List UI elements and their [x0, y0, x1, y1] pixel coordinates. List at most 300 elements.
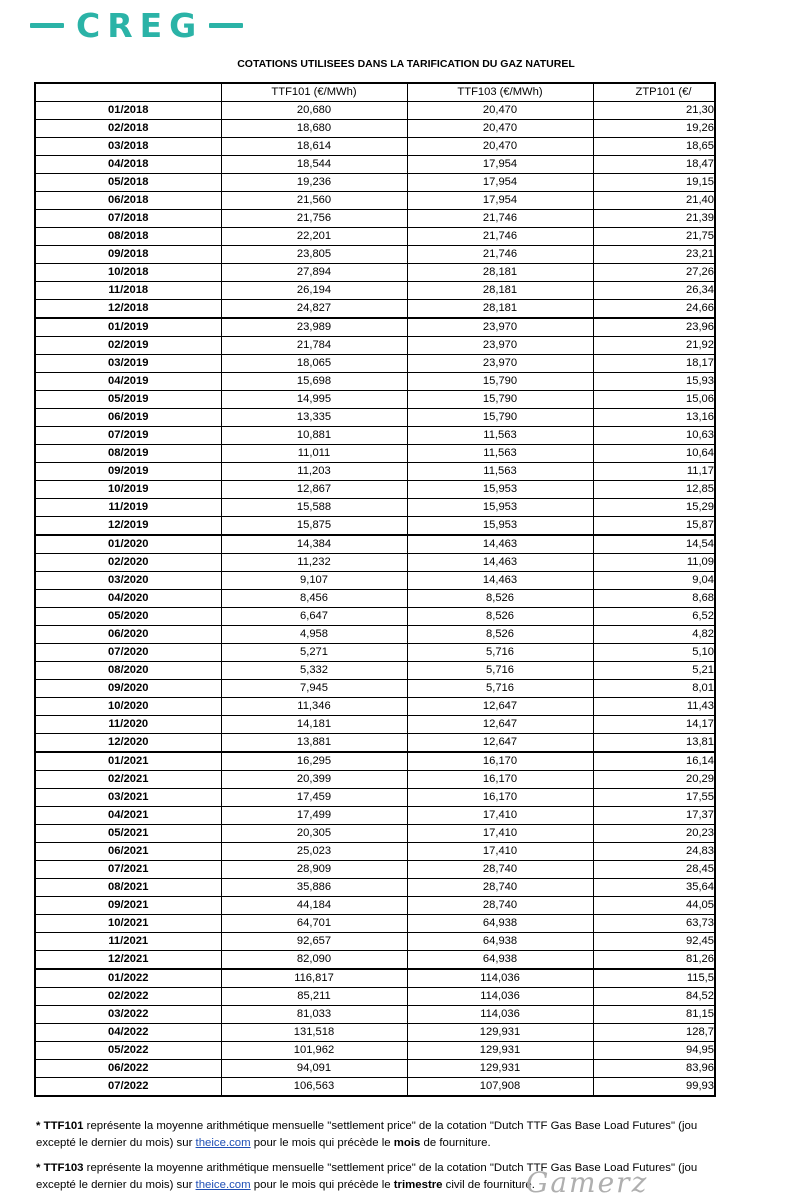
theice-link[interactable]: theice.com: [195, 1179, 251, 1191]
month-cell: 10/2018: [35, 264, 221, 282]
ttf101-cell: 35,886: [221, 879, 407, 897]
ztp101-cell: 8,01: [593, 680, 715, 698]
ttf101-cell: 8,456: [221, 590, 407, 608]
footnote-bold: mois: [393, 1137, 421, 1149]
ttf103-cell: 15,953: [407, 481, 593, 499]
header-ttf103: TTF103 (€/MWh): [407, 83, 593, 102]
ttf101-cell: 17,499: [221, 807, 407, 825]
table-row: [35, 427, 715, 445]
table-row: [35, 409, 715, 427]
month-cell: 09/2019: [35, 463, 221, 481]
month-cell: 02/2019: [35, 337, 221, 355]
table-row: [35, 228, 715, 246]
ttf103-cell: 64,938: [407, 951, 593, 970]
month-cell: 11/2020: [35, 716, 221, 734]
month-cell: 06/2018: [35, 192, 221, 210]
ztp101-cell: 15,93: [593, 373, 715, 391]
ttf101-cell: 20,305: [221, 825, 407, 843]
ttf103-cell: 20,470: [407, 120, 593, 138]
footnote-term: TTF103: [43, 1162, 84, 1174]
ztp101-cell: 18,65: [593, 138, 715, 156]
ttf103-cell: 17,954: [407, 192, 593, 210]
month-cell: 08/2019: [35, 445, 221, 463]
ztp101-cell: 81,26: [593, 951, 715, 970]
ztp101-cell: 35,64: [593, 879, 715, 897]
month-cell: 05/2022: [35, 1042, 221, 1060]
ztp101-cell: 5,21: [593, 662, 715, 680]
ztp101-cell: 9,04: [593, 572, 715, 590]
ttf103-cell: 129,931: [407, 1024, 593, 1042]
month-cell: 10/2020: [35, 698, 221, 716]
ztp101-cell: 8,68: [593, 590, 715, 608]
ttf101-cell: 21,756: [221, 210, 407, 228]
month-cell: 05/2018: [35, 174, 221, 192]
ttf103-cell: 28,740: [407, 879, 593, 897]
table-row: [35, 1078, 715, 1097]
table-row: [35, 843, 715, 861]
ttf101-cell: 26,194: [221, 282, 407, 300]
table-row: [35, 1060, 715, 1078]
month-cell: 08/2018: [35, 228, 221, 246]
ztp101-cell: 128,7: [593, 1024, 715, 1042]
table-row: [35, 355, 715, 373]
ttf101-cell: 20,399: [221, 771, 407, 789]
month-cell: 06/2022: [35, 1060, 221, 1078]
ttf101-cell: 14,384: [221, 535, 407, 554]
table-row: [35, 752, 715, 771]
ttf103-cell: 21,746: [407, 246, 593, 264]
month-cell: 10/2019: [35, 481, 221, 499]
ttf101-cell: 9,107: [221, 572, 407, 590]
ztp101-cell: 21,75: [593, 228, 715, 246]
ttf103-cell: 15,953: [407, 517, 593, 536]
table-row: [35, 1006, 715, 1024]
footnote-star: *: [36, 1162, 44, 1174]
ttf101-cell: 15,588: [221, 499, 407, 517]
ztp101-cell: 14,17: [593, 716, 715, 734]
ttf101-cell: 18,544: [221, 156, 407, 174]
table-row: [35, 572, 715, 590]
footnote-star: *: [36, 1120, 44, 1132]
ttf101-cell: 64,701: [221, 915, 407, 933]
month-cell: 04/2020: [35, 590, 221, 608]
ttf103-cell: 5,716: [407, 644, 593, 662]
ztp101-cell: 17,55: [593, 789, 715, 807]
ttf103-cell: 114,036: [407, 969, 593, 988]
ttf103-cell: 11,563: [407, 427, 593, 445]
ttf101-cell: 85,211: [221, 988, 407, 1006]
ttf101-cell: 19,236: [221, 174, 407, 192]
month-cell: 02/2018: [35, 120, 221, 138]
watermark: Gamerz: [526, 1166, 649, 1199]
ttf101-cell: 11,203: [221, 463, 407, 481]
table-row: [35, 644, 715, 662]
ttf101-cell: 11,346: [221, 698, 407, 716]
quotations-table: [34, 82, 716, 1097]
ztp101-cell: 12,85: [593, 481, 715, 499]
ztp101-cell: 15,06: [593, 391, 715, 409]
logo-wordmark: CREG: [76, 5, 204, 45]
header-ztp101: ZTP101 (€/: [593, 83, 715, 102]
month-cell: 07/2019: [35, 427, 221, 445]
table-row: [35, 554, 715, 572]
ztp101-cell: 14,54: [593, 535, 715, 554]
ttf103-cell: 20,470: [407, 138, 593, 156]
month-cell: 12/2021: [35, 951, 221, 970]
ttf101-cell: 21,560: [221, 192, 407, 210]
ztp101-cell: 83,96: [593, 1060, 715, 1078]
ttf103-cell: 14,463: [407, 572, 593, 590]
ttf103-cell: 17,954: [407, 174, 593, 192]
month-cell: 07/2021: [35, 861, 221, 879]
table-row: [35, 988, 715, 1006]
ttf101-cell: 18,680: [221, 120, 407, 138]
table-row: [35, 590, 715, 608]
ztp101-cell: 21,39: [593, 210, 715, 228]
ttf103-cell: 11,563: [407, 445, 593, 463]
ttf101-cell: 24,827: [221, 300, 407, 319]
ttf101-cell: 10,881: [221, 427, 407, 445]
month-cell: 04/2022: [35, 1024, 221, 1042]
table-row: [35, 879, 715, 897]
ttf103-cell: 12,647: [407, 716, 593, 734]
month-cell: 05/2021: [35, 825, 221, 843]
table-row: [35, 120, 715, 138]
ztp101-cell: 20,23: [593, 825, 715, 843]
footnote-text: pour le mois qui précède le: [250, 1137, 394, 1149]
table-row: [35, 698, 715, 716]
ttf101-cell: 20,680: [221, 102, 407, 120]
table-row: [35, 608, 715, 626]
logo-dash-left: [30, 23, 64, 28]
document-title: COTATIONS UTILISEES DANS LA TARIFICATION DU GAZ NATUREL: [237, 58, 575, 70]
ttf101-cell: 101,962: [221, 1042, 407, 1060]
ttf103-cell: 23,970: [407, 318, 593, 337]
month-cell: 06/2019: [35, 409, 221, 427]
month-cell: 03/2022: [35, 1006, 221, 1024]
ttf101-cell: 4,958: [221, 626, 407, 644]
header-month: [35, 83, 221, 102]
month-cell: 07/2020: [35, 644, 221, 662]
ttf103-cell: 28,181: [407, 282, 593, 300]
ttf103-cell: 15,953: [407, 499, 593, 517]
ttf103-cell: 64,938: [407, 933, 593, 951]
table-row: [35, 897, 715, 915]
ttf103-cell: 23,970: [407, 337, 593, 355]
table-row: [35, 210, 715, 228]
month-cell: 03/2021: [35, 789, 221, 807]
ztp101-cell: 6,52: [593, 608, 715, 626]
ttf101-cell: 44,184: [221, 897, 407, 915]
ttf103-cell: 21,746: [407, 210, 593, 228]
ztp101-cell: 13,16: [593, 409, 715, 427]
ztp101-cell: 81,15: [593, 1006, 715, 1024]
ttf103-cell: 5,716: [407, 680, 593, 698]
ttf101-cell: 6,647: [221, 608, 407, 626]
month-cell: 09/2018: [35, 246, 221, 264]
month-cell: 07/2018: [35, 210, 221, 228]
ttf103-cell: 28,181: [407, 300, 593, 319]
ttf101-cell: 15,875: [221, 517, 407, 536]
month-cell: 11/2021: [35, 933, 221, 951]
ztp101-cell: 11,43: [593, 698, 715, 716]
ttf101-cell: 5,332: [221, 662, 407, 680]
table-row: [35, 716, 715, 734]
ttf103-cell: 114,036: [407, 988, 593, 1006]
month-cell: 02/2022: [35, 988, 221, 1006]
month-cell: 11/2018: [35, 282, 221, 300]
ttf101-cell: 92,657: [221, 933, 407, 951]
ztp101-cell: 18,17: [593, 355, 715, 373]
month-cell: 02/2020: [35, 554, 221, 572]
ztp101-cell: 19,26: [593, 120, 715, 138]
ztp101-cell: 27,26: [593, 264, 715, 282]
ttf101-cell: 13,335: [221, 409, 407, 427]
month-cell: 09/2020: [35, 680, 221, 698]
ztp101-cell: 10,64: [593, 445, 715, 463]
ztp101-cell: 26,34: [593, 282, 715, 300]
ztp101-cell: 16,14: [593, 752, 715, 771]
ttf103-cell: 12,647: [407, 734, 593, 753]
table-row: [35, 825, 715, 843]
table-row: [35, 1042, 715, 1060]
ztp101-cell: 18,47: [593, 156, 715, 174]
month-cell: 02/2021: [35, 771, 221, 789]
month-cell: 11/2019: [35, 499, 221, 517]
header-ttf101: TTF101 (€/MWh): [221, 83, 407, 102]
ttf103-cell: 107,908: [407, 1078, 593, 1097]
ztp101-cell: 24,83: [593, 843, 715, 861]
creg-logo: [30, 6, 245, 44]
table-row: [35, 1024, 715, 1042]
table-row: [35, 156, 715, 174]
table-row: [35, 391, 715, 409]
footnote-ttf101: [36, 1118, 716, 1152]
ttf101-cell: 131,518: [221, 1024, 407, 1042]
table-row: [35, 318, 715, 337]
ttf101-cell: 27,894: [221, 264, 407, 282]
ttf103-cell: 11,563: [407, 463, 593, 481]
ttf101-cell: 18,065: [221, 355, 407, 373]
footnote-text: civil de fourniture.: [442, 1179, 535, 1191]
ttf103-cell: 14,463: [407, 535, 593, 554]
table-row: [35, 102, 715, 120]
ttf103-cell: 16,170: [407, 789, 593, 807]
table-row: [35, 951, 715, 970]
ttf101-cell: 13,881: [221, 734, 407, 753]
ttf101-cell: 14,995: [221, 391, 407, 409]
ttf103-cell: 16,170: [407, 752, 593, 771]
ztp101-cell: 4,82: [593, 626, 715, 644]
table-row: [35, 337, 715, 355]
table-row: [35, 915, 715, 933]
table-row: [35, 535, 715, 554]
month-cell: 08/2021: [35, 879, 221, 897]
month-cell: 12/2019: [35, 517, 221, 536]
table-body: [35, 102, 715, 1097]
footnote-text: pour le mois qui précède le: [250, 1179, 394, 1191]
month-cell: 04/2019: [35, 373, 221, 391]
ztp101-cell: 20,29: [593, 771, 715, 789]
table-row: [35, 481, 715, 499]
table-row: [35, 192, 715, 210]
footnote-text: représente la moyenne arithmétique mensuelle "settlement price" de la cotation "Dutch TTF Gas Base Load Futures" (jou: [83, 1120, 698, 1132]
ttf103-cell: 15,790: [407, 391, 593, 409]
table-header-row: [35, 83, 715, 102]
table-row: [35, 771, 715, 789]
ttf101-cell: 23,989: [221, 318, 407, 337]
ttf103-cell: 23,970: [407, 355, 593, 373]
footnote-bold: trimestre: [393, 1179, 443, 1191]
ttf101-cell: 23,805: [221, 246, 407, 264]
table-row: [35, 138, 715, 156]
month-cell: 08/2020: [35, 662, 221, 680]
ttf103-cell: 16,170: [407, 771, 593, 789]
ttf101-cell: 14,181: [221, 716, 407, 734]
table-row: [35, 517, 715, 536]
table-row: [35, 969, 715, 988]
footnote-text: représente la moyenne arithmétique mensuelle "settlement price" de la cotation "Dutch TTF Gas Base Load Futures" (jou: [83, 1162, 698, 1174]
month-cell: 10/2021: [35, 915, 221, 933]
table-row: [35, 734, 715, 753]
month-cell: 05/2020: [35, 608, 221, 626]
ttf103-cell: 21,746: [407, 228, 593, 246]
ttf101-cell: 7,945: [221, 680, 407, 698]
ztp101-cell: 115,5: [593, 969, 715, 988]
month-cell: 04/2018: [35, 156, 221, 174]
ttf101-cell: 18,614: [221, 138, 407, 156]
ztp101-cell: 21,92: [593, 337, 715, 355]
ttf103-cell: 14,463: [407, 554, 593, 572]
quotations-table-wrapper: [34, 82, 714, 1097]
ttf103-cell: 12,647: [407, 698, 593, 716]
month-cell: 12/2018: [35, 300, 221, 319]
table-row: [35, 861, 715, 879]
ttf101-cell: 17,459: [221, 789, 407, 807]
table-row: [35, 807, 715, 825]
ttf101-cell: 94,091: [221, 1060, 407, 1078]
ztp101-cell: 10,63: [593, 427, 715, 445]
ttf103-cell: 15,790: [407, 373, 593, 391]
ttf103-cell: 17,954: [407, 156, 593, 174]
month-cell: 03/2018: [35, 138, 221, 156]
ttf101-cell: 22,201: [221, 228, 407, 246]
ztp101-cell: 44,05: [593, 897, 715, 915]
table-row: [35, 174, 715, 192]
ttf101-cell: 116,817: [221, 969, 407, 988]
ztp101-cell: 11,17: [593, 463, 715, 481]
month-cell: 09/2021: [35, 897, 221, 915]
ttf101-cell: 12,867: [221, 481, 407, 499]
ttf101-cell: 82,090: [221, 951, 407, 970]
table-row: [35, 246, 715, 264]
ttf101-cell: 11,011: [221, 445, 407, 463]
table-row: [35, 933, 715, 951]
theice-link[interactable]: theice.com: [195, 1137, 251, 1149]
ttf101-cell: 106,563: [221, 1078, 407, 1097]
month-cell: 03/2019: [35, 355, 221, 373]
ztp101-cell: 23,96: [593, 318, 715, 337]
ttf103-cell: 8,526: [407, 626, 593, 644]
ztp101-cell: 24,66: [593, 300, 715, 319]
table-row: [35, 626, 715, 644]
month-cell: 03/2020: [35, 572, 221, 590]
ztp101-cell: 19,15: [593, 174, 715, 192]
ztp101-cell: 13,81: [593, 734, 715, 753]
ztp101-cell: 63,73: [593, 915, 715, 933]
ztp101-cell: 15,29: [593, 499, 715, 517]
ttf103-cell: 20,470: [407, 102, 593, 120]
month-cell: 01/2018: [35, 102, 221, 120]
ttf103-cell: 129,931: [407, 1042, 593, 1060]
ttf101-cell: 5,271: [221, 644, 407, 662]
ttf103-cell: 5,716: [407, 662, 593, 680]
ttf101-cell: 16,295: [221, 752, 407, 771]
table-row: [35, 445, 715, 463]
ttf103-cell: 17,410: [407, 825, 593, 843]
ztp101-cell: 15,87: [593, 517, 715, 536]
ztp101-cell: 11,09: [593, 554, 715, 572]
table-row: [35, 282, 715, 300]
ttf103-cell: 28,740: [407, 861, 593, 879]
table-row: [35, 300, 715, 319]
ttf101-cell: 28,909: [221, 861, 407, 879]
footnote-text: excepté le dernier du mois) sur: [36, 1137, 196, 1149]
logo-dash-right: [209, 23, 243, 28]
table-row: [35, 662, 715, 680]
ztp101-cell: 23,21: [593, 246, 715, 264]
month-cell: 06/2020: [35, 626, 221, 644]
ttf103-cell: 129,931: [407, 1060, 593, 1078]
ztp101-cell: 21,30: [593, 102, 715, 120]
ztp101-cell: 21,40: [593, 192, 715, 210]
ttf103-cell: 28,740: [407, 897, 593, 915]
month-cell: 01/2021: [35, 752, 221, 771]
table-row: [35, 789, 715, 807]
ttf101-cell: 25,023: [221, 843, 407, 861]
ztp101-cell: 17,37: [593, 807, 715, 825]
ztp101-cell: 94,95: [593, 1042, 715, 1060]
month-cell: 01/2020: [35, 535, 221, 554]
ttf103-cell: 15,790: [407, 409, 593, 427]
table-row: [35, 463, 715, 481]
ztp101-cell: 28,45: [593, 861, 715, 879]
month-cell: 04/2021: [35, 807, 221, 825]
month-cell: 01/2022: [35, 969, 221, 988]
month-cell: 01/2019: [35, 318, 221, 337]
footnote-term: TTF101: [43, 1120, 84, 1132]
table-row: [35, 680, 715, 698]
footnote-text: excepté le dernier du mois) sur: [36, 1179, 196, 1191]
ttf101-cell: 11,232: [221, 554, 407, 572]
footnote-text: de fourniture.: [420, 1137, 491, 1149]
ttf103-cell: 8,526: [407, 590, 593, 608]
month-cell: 05/2019: [35, 391, 221, 409]
ttf101-cell: 21,784: [221, 337, 407, 355]
month-cell: 12/2020: [35, 734, 221, 753]
ttf103-cell: 8,526: [407, 608, 593, 626]
ttf103-cell: 17,410: [407, 843, 593, 861]
month-cell: 06/2021: [35, 843, 221, 861]
ttf103-cell: 64,938: [407, 915, 593, 933]
table-row: [35, 499, 715, 517]
ztp101-cell: 92,45: [593, 933, 715, 951]
ztp101-cell: 5,10: [593, 644, 715, 662]
ttf103-cell: 17,410: [407, 807, 593, 825]
table-row: [35, 264, 715, 282]
ttf101-cell: 15,698: [221, 373, 407, 391]
ttf101-cell: 81,033: [221, 1006, 407, 1024]
